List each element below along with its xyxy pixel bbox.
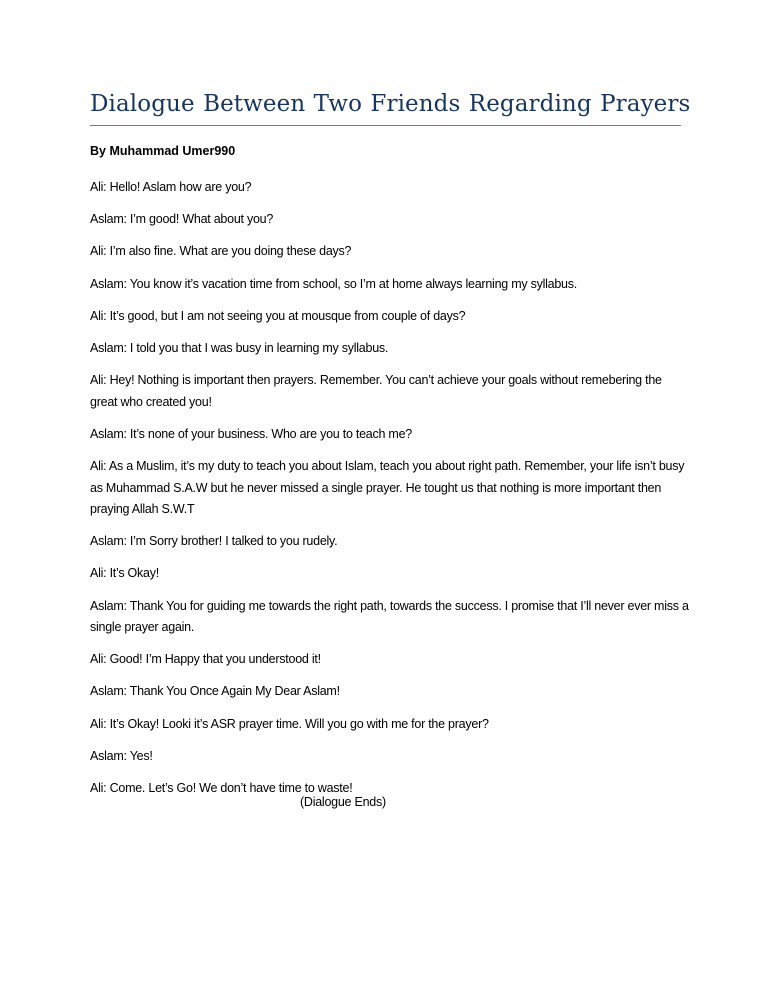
author-byline: By Muhammad Umer990: [90, 144, 236, 158]
dialogue-line: Aslam: Yes!: [90, 748, 153, 763]
dialogue-line: Aslam: I’m good! What about you?: [90, 212, 274, 227]
dialogue-line: Aslam: You know it’s vacation time from school, so I’m at home always learning my syllabus.: [90, 276, 577, 291]
dialogue-ending: (Dialogue Ends): [300, 795, 386, 809]
dialogue-line: Ali: As a Muslim, it’s my duty to teach you about Islam, teach you about right path. Remember, your life isn’t busy as Muhammad S.A.W but he never missed a single prayer. He tought us that nothing is more important then praying Allah S.W.T: [90, 459, 685, 516]
dialogue-line: Ali: It’s Okay!: [90, 566, 159, 581]
dialogue-line: Ali: Come. Let’s Go! We don’t have time to waste!: [90, 781, 353, 795]
dialogue-line: Ali: I’m also fine. What are you doing these days?: [90, 244, 352, 259]
dialogue-line: Aslam: It’s none of your business. Who are you to teach me?: [90, 426, 412, 441]
dialogue-line: Aslam: I’m Sorry brother! I talked to you rudely.: [90, 534, 338, 549]
dialogue-line: Ali: It’s good, but I am not seeing you at mousque from couple of days?: [90, 308, 466, 323]
dialogue-line: Ali: Good! I’m Happy that you understood it!: [90, 652, 321, 667]
dialogue-line: Aslam: Thank You for guiding me towards the right path, towards the success. I promise that I’ll never ever miss a single prayer again.: [90, 598, 689, 635]
dialogue-line: Aslam: I told you that I was busy in learning my syllabus.: [90, 340, 389, 355]
dialogue-line: Ali: Hey! Nothing is important then prayers. Remember. You can’t achieve your goals without remebering the great who created you!: [90, 373, 662, 409]
page-title: Dialogue Between Two Friends Regarding Prayers: [90, 91, 691, 117]
dialogue-line: Ali: Hello! Aslam how are you?: [90, 180, 252, 194]
title-underline: [90, 125, 681, 126]
dialogue-line: Aslam: Thank You Once Again My Dear Aslam!: [90, 684, 340, 699]
dialogue-body: [90, 177, 690, 810]
dialogue-line: Ali: It’s Okay! Looki it’s ASR prayer time. Will you go with me for the prayer?: [90, 716, 489, 731]
